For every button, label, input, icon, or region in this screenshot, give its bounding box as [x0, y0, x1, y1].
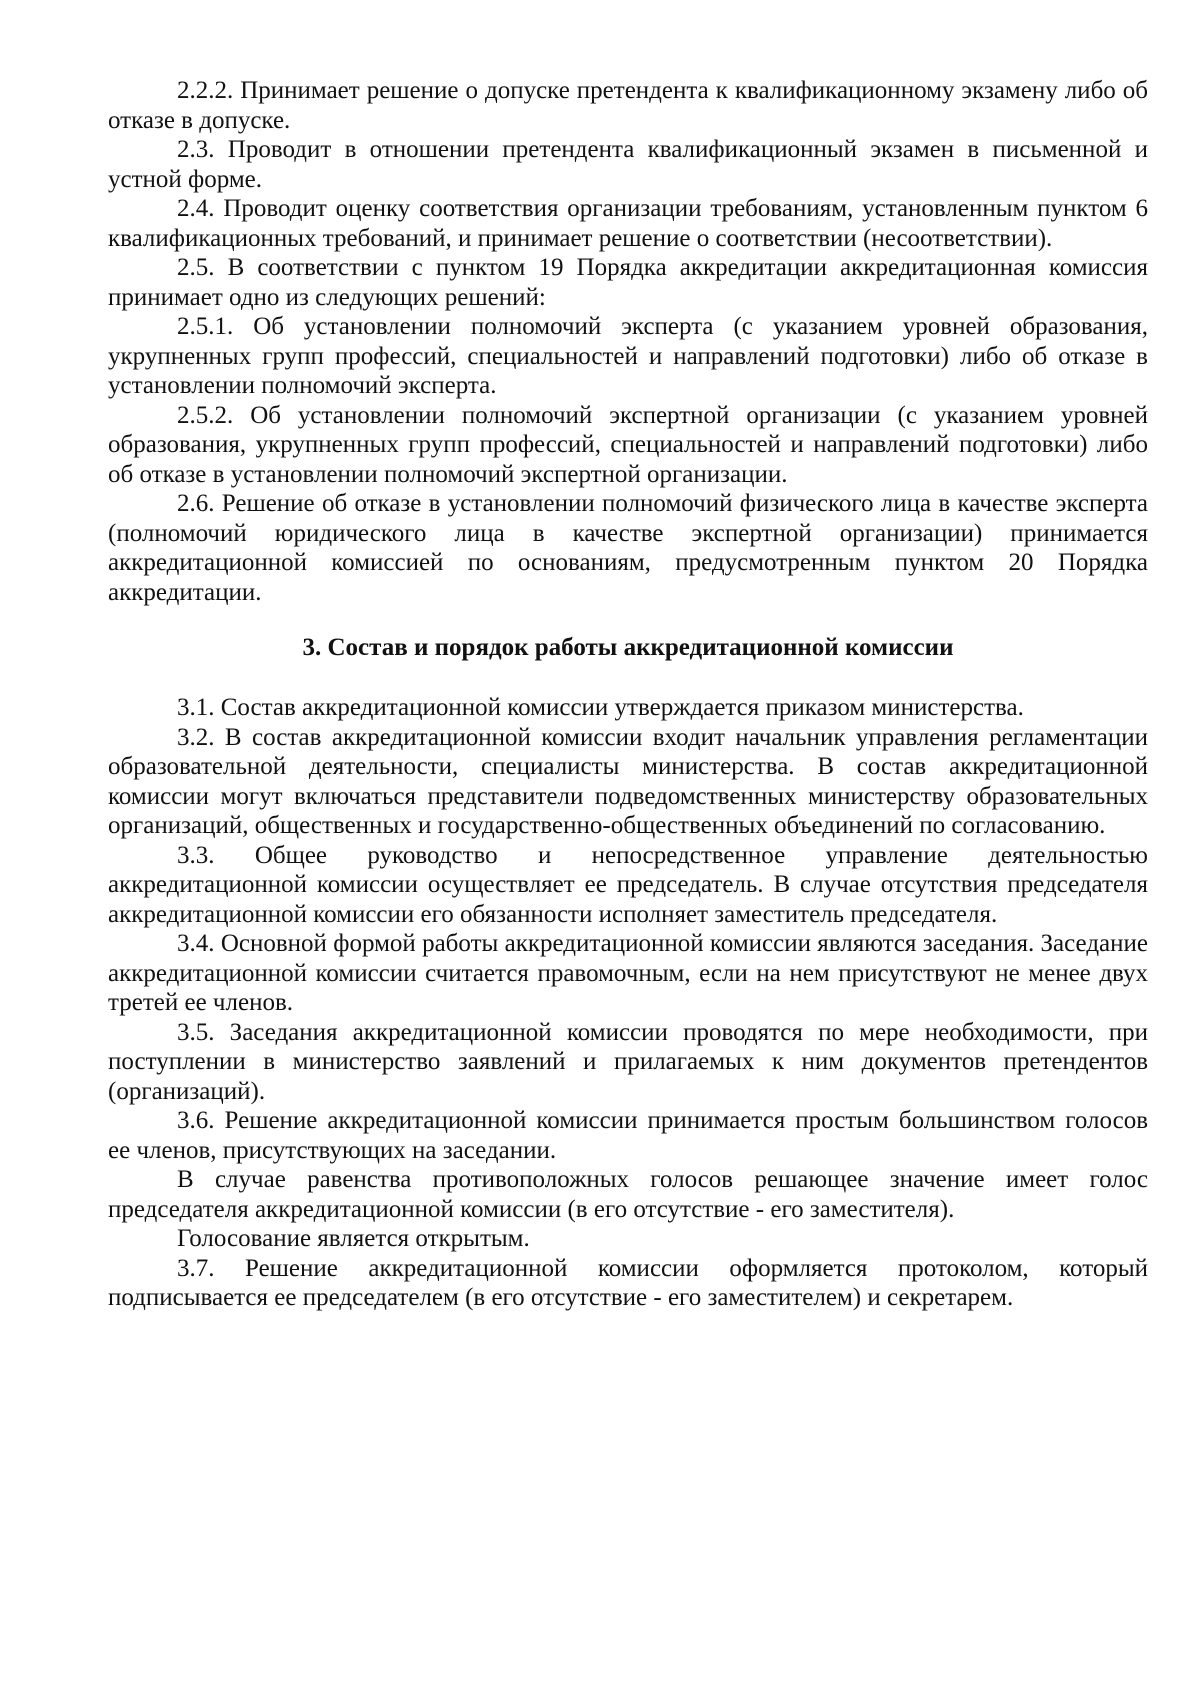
paragraph-2-6: 2.6. Решение об отказе в установлении полномочий физического лица в качестве эксперта (полномочий юридического лица в качестве экспертной организации) принимается аккредитационной комиссией по основаниям, предусмотренным пунктом 20 Порядка аккредитации. [108, 490, 1148, 606]
paragraph-2-5-2: 2.5.2. Об установлении полномочий экспертной организации (с указанием уровней образования, укрупненных групп профессий, специальностей и направлений подготовки) либо об отказе в установлении полномочий экспертной организации. [108, 401, 1148, 488]
paragraph-3-3: 3.3. Общее руководство и непосредственное управление деятельностью аккредитационной комиссии осуществляет ее председатель. В случае отсутствия председателя аккредитационной комиссии его обязанности исполняет заместитель председателя. [108, 841, 1148, 928]
paragraph-3-6: 3.6. Решение аккредитационной комиссии принимается простым большинством голосов ее членов, присутствующих на заседании. [108, 1107, 1148, 1164]
paragraph-2-3: 2.3. Проводит в отношении претендента квалификационный экзамен в письменной и устной форме. [108, 136, 1148, 193]
paragraph-3-6-tie-vote: В случае равенства противоположных голосов решающее значение имеет голос председателя аккредитационной комиссии (в его отсутствие - его заместителя). [108, 1166, 1148, 1223]
paragraph-3-1: 3.1. Состав аккредитационной комиссии утверждается приказом министерства. [177, 694, 1024, 721]
document-page [108, 76, 1148, 1313]
paragraph-2-5: 2.5. В соответствии с пунктом 19 Порядка аккредитации аккредитационная комиссия принимает одно из следующих решений: [108, 254, 1148, 311]
paragraph-2-2-2: 2.2.2. Принимает решение о допуске претендента к квалификационному экзамену либо об отказе в допуске. [108, 77, 1148, 134]
paragraph-3-5: 3.5. Заседания аккредитационной комиссии проводятся по мере необходимости, при поступлении в министерство заявлений и прилагаемых к ним документов претендентов (организаций). [108, 1018, 1148, 1105]
paragraph-3-2: 3.2. В состав аккредитационной комиссии входит начальник управления регламентации образовательной деятельности, специалисты министерства. В состав аккредитационной комиссии могут включаться представители подведомственных министерству образовательных организаций, общественных и государственно-общественных объединений по согласованию. [108, 723, 1148, 839]
paragraph-3-4: 3.4. Основной формой работы аккредитационной комиссии являются заседания. Заседание аккредитационной комиссии считается правомочным, если на нем присутствуют не менее двух третей ее членов. [108, 930, 1148, 1016]
section-3-heading: 3. Состав и порядок работы аккредитационной комиссии [302, 634, 954, 661]
paragraph-3-6-open-vote: Голосование является открытым. [177, 1225, 530, 1252]
paragraph-3-7: 3.7. Решение аккредитационной комиссии оформляется протоколом, который подписывается ее председателем (в его отсутствие - его заместителем) и секретарем. [108, 1254, 1148, 1311]
paragraph-2-4: 2.4. Проводит оценку соответствия организации требованиям, установленным пунктом 6 квалификационных требований, и принимает решение о соответствии (несоответствии). [108, 195, 1148, 252]
paragraph-2-5-1: 2.5.1. Об установлении полномочий эксперта (с указанием уровней образования, укрупненных групп профессий, специальностей и направлений подготовки) либо об отказе в установлении полномочий эксперта. [108, 313, 1148, 399]
